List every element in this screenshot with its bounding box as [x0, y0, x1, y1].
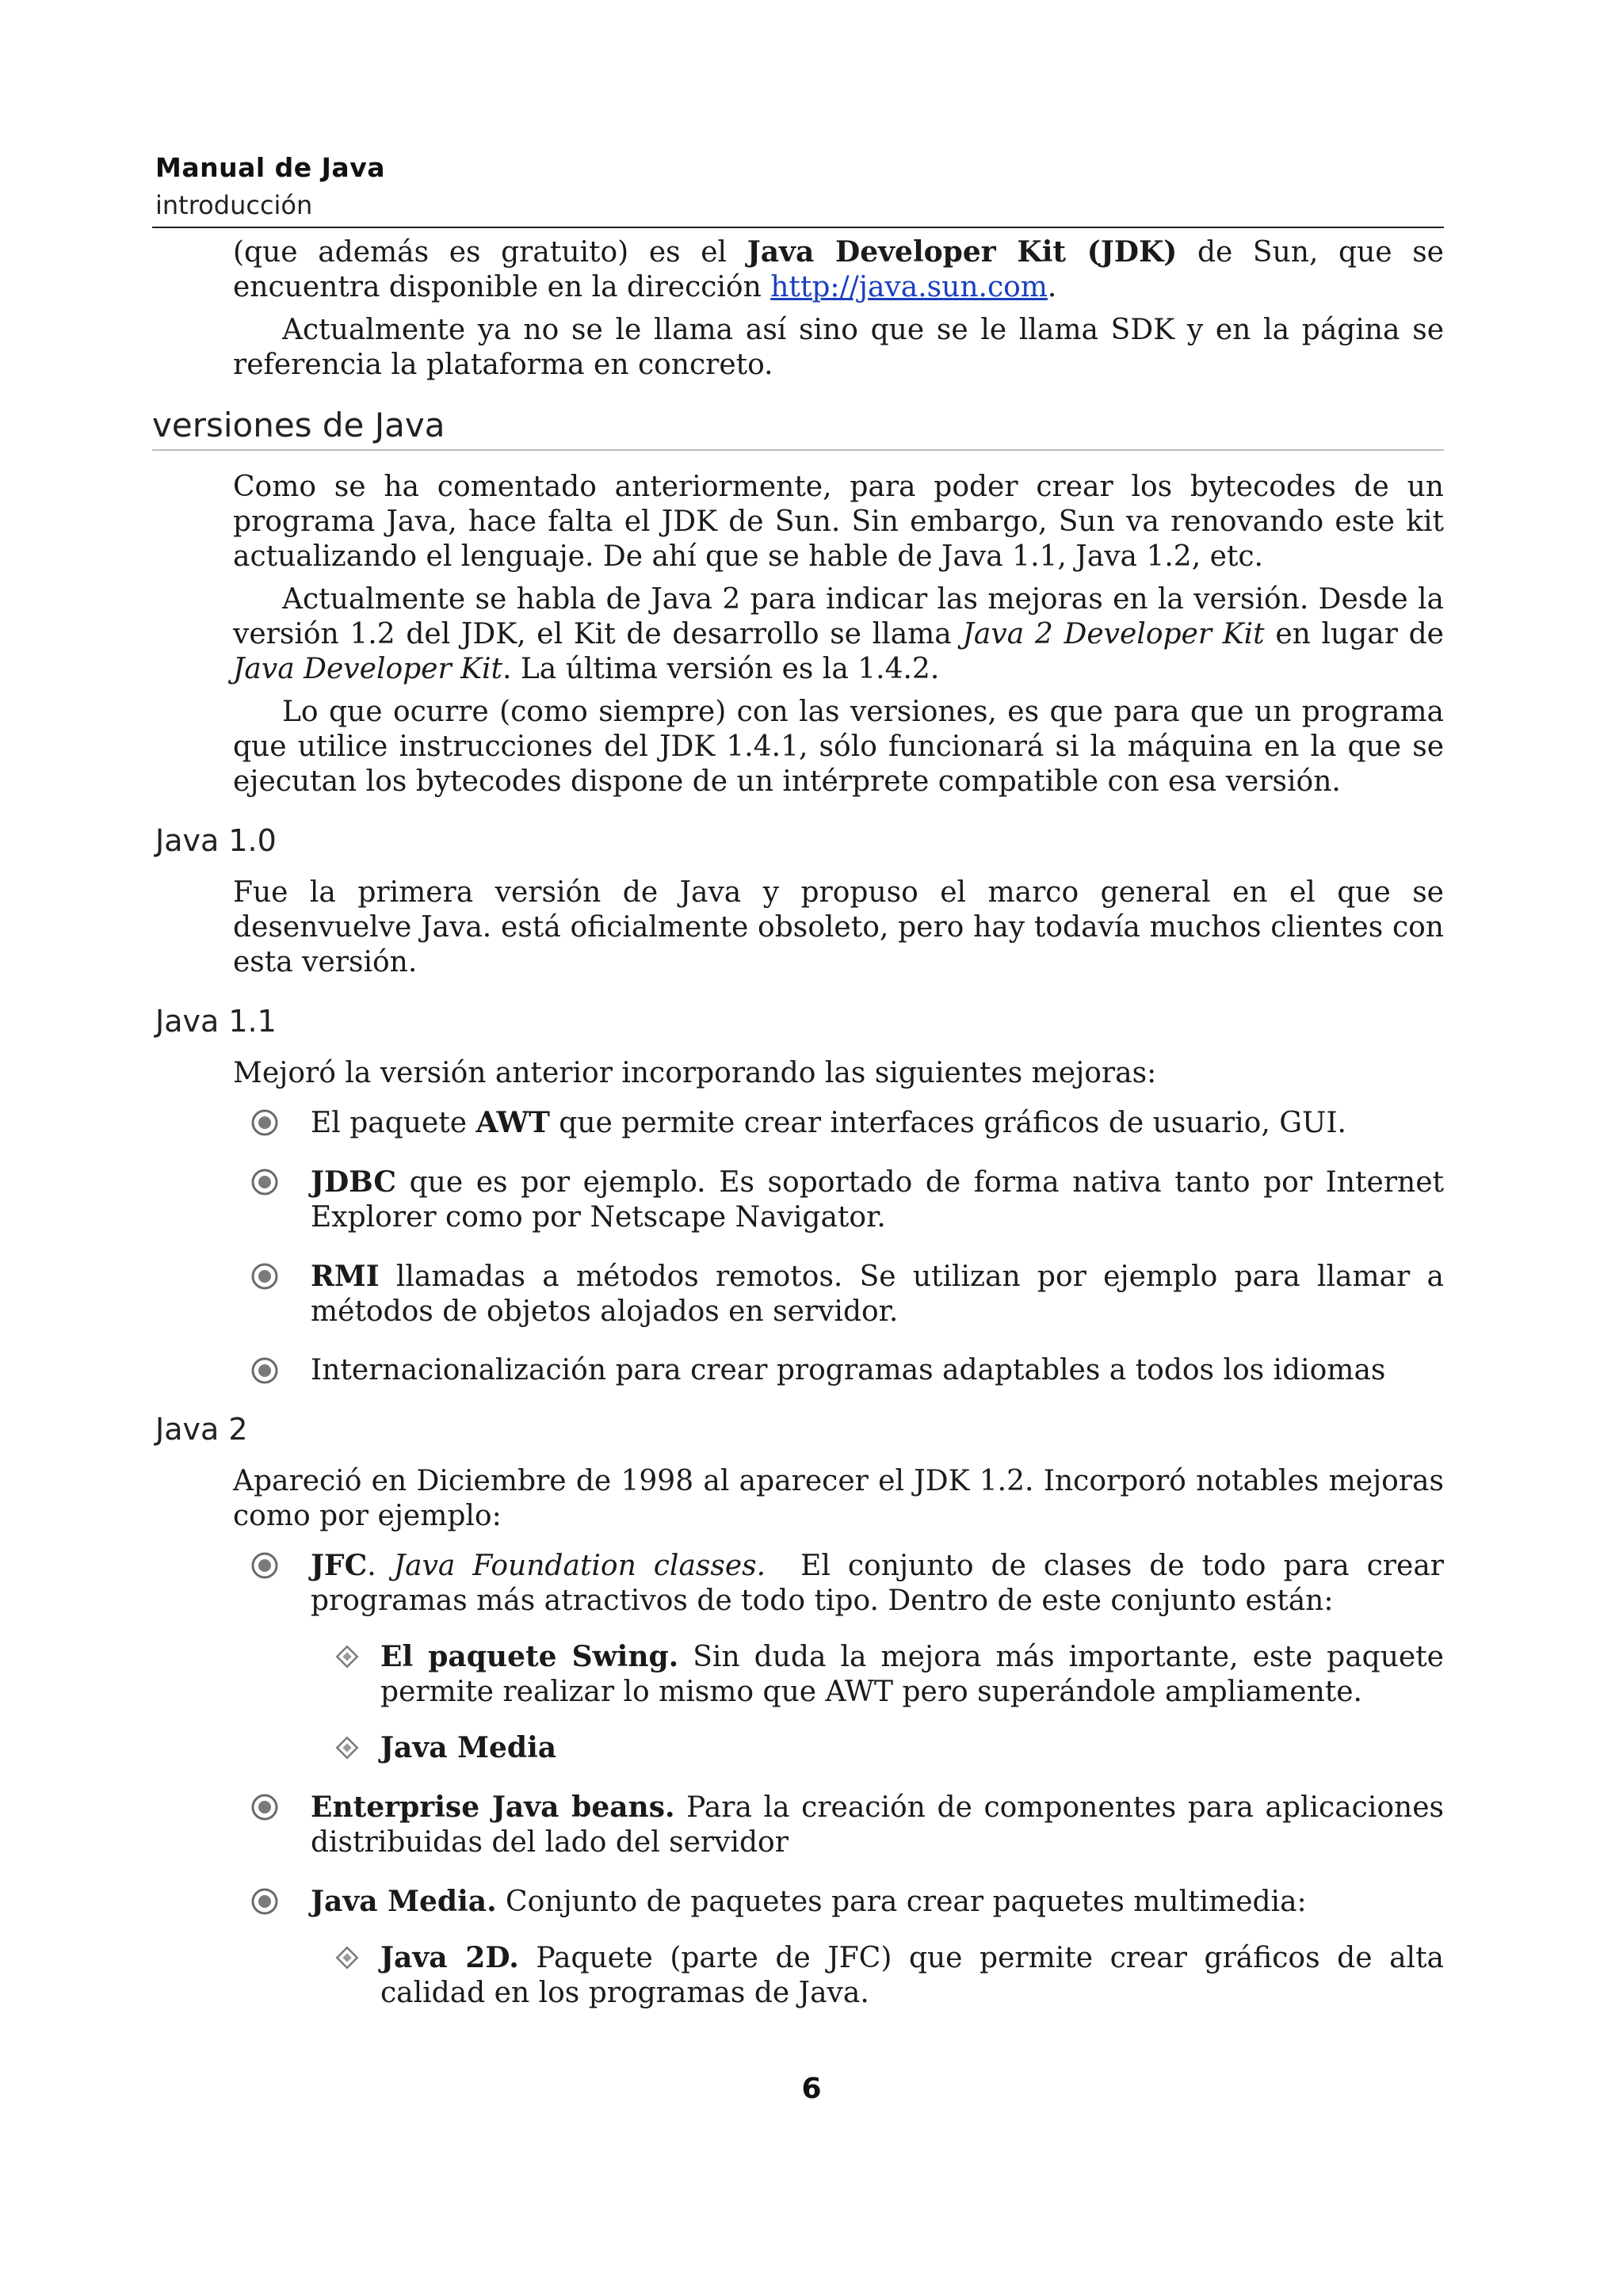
diamond-bullet-icon [334, 1735, 360, 1760]
target-bullet-icon [250, 1356, 279, 1385]
target-bullet-icon [250, 1262, 279, 1291]
list-item: El paquete Swing. Sin duda la mejora más importante, este paquete permite realizar lo mismo que AWT pero superándole ampliamente. [233, 1639, 1444, 1710]
java2-feature-list [233, 1548, 1453, 2011]
list-item: JDBC que es por ejemplo. Es soportado de forma nativa tanto por Internet Explorer como por Netscape Navigator. [233, 1165, 1444, 1235]
list-item: Java Media. Conjunto de paquetes para crear paquetes multimedia: Java 2D. Paquete (parte de JFC) que permite crear gráficos de alta calidad en los programas de Java. [233, 1884, 1444, 2011]
section-heading-versiones: versiones de Java [152, 405, 1444, 451]
list-item: Internacionalización para crear programas adaptables a todos los idiomas [233, 1353, 1444, 1388]
jfc-sublist [233, 1639, 1444, 1766]
subsection-heading-java-2: Java 2 [155, 1412, 248, 1447]
target-bullet-icon [250, 1108, 279, 1137]
list-item: Java 2D. Paquete (parte de JFC) que permite crear gráficos de alta calidad en los programas de Java. [233, 1940, 1444, 2011]
intro-paragraph-1: (que además es gratuito) es el Java Developer Kit (JDK) de Sun, que se encuentra disponible en la dirección http://java.sun.com. [233, 235, 1444, 303]
target-bullet-icon [250, 1168, 279, 1196]
java-media-sublist [233, 1940, 1444, 2011]
list-item: JFC. Java Foundation classes. El conjunto de clases de todo para crear programas más atractivos de todo tipo. Dentro de este conjunto están: El paquete Swing. Sin duda la mejora más importante, este paquete permite realizar lo mismo que AWT pero superándole ampliamente. Java Media [233, 1548, 1444, 1766]
list-item: RMI llamadas a métodos remotos. Se utilizan por ejemplo para llamar a métodos de objetos alojados en servidor. [233, 1259, 1444, 1329]
diamond-bullet-icon [334, 1644, 360, 1669]
jdk-term: Java Developer Kit (JDK) [747, 235, 1178, 269]
java2-paragraph: Apareció en Diciembre de 1998 al aparecer el JDK 1.2. Incorporó notables mejoras como por ejemplo: [233, 1465, 1444, 1532]
running-header-subtitle: introducción [155, 190, 313, 220]
java-sun-link[interactable]: http://java.sun.com [770, 271, 1048, 303]
list-item: Java Media [233, 1730, 1444, 1766]
target-bullet-icon [250, 1887, 279, 1916]
java11-feature-list [233, 1105, 1444, 1388]
intro-paragraph-2: Actualmente ya no se le llama así sino que se le llama SDK y en la página se referencia la plataforma en concreto. [233, 314, 1444, 381]
subsection-heading-java-1-1: Java 1.1 [155, 1004, 277, 1039]
versiones-paragraph-1: Como se ha comentado anteriormente, para poder crear los bytecodes de un programa Java, hace falta el JDK de Sun. Sin embargo, Sun va renovando este kit actualizando el lenguaje. De ahí que se hable de Java 1.1, Java 1.2, etc. [233, 471, 1444, 573]
versiones-paragraph-2: Actualmente se habla de Java 2 para indicar las mejoras en la versión. Desde la versión 1.2 del JDK, el Kit de desarrollo se llama Java 2 Developer Kit en lugar de Java Developer Kit. La última versión es la 1.4.2. [233, 583, 1444, 685]
diamond-bullet-icon [334, 1945, 360, 1970]
target-bullet-icon [250, 1551, 279, 1580]
java10-paragraph: Fue la primera versión de Java y propuso el marco general en el que se desenvuelve Java. está oficialmente obsoleto, pero hay todavía muchos clientes con esta versión. [233, 876, 1444, 978]
list-item: Enterprise Java beans. Para la creación de componentes para aplicaciones distribuidas del lado del servidor [233, 1790, 1444, 1860]
java11-paragraph: Mejoró la versión anterior incorporando las siguientes mejoras: [233, 1057, 1157, 1089]
page-number: 6 [801, 2073, 822, 2105]
header-rule [152, 227, 1444, 228]
target-bullet-icon [250, 1793, 279, 1821]
running-header-title: Manual de Java [155, 152, 385, 183]
subsection-heading-java-1-0: Java 1.0 [155, 823, 277, 858]
versiones-paragraph-3: Lo que ocurre (como siempre) con las versiones, es que para que un programa que utilice instrucciones del JDK 1.4.1, sólo funcionará si la máquina en la que se ejecutan los bytecodes dispone de un intérprete compatible con esa versión. [233, 696, 1444, 798]
list-item: El paquete AWT que permite crear interfaces gráficos de usuario, GUI. [233, 1105, 1444, 1141]
document-body [152, 235, 1453, 2011]
